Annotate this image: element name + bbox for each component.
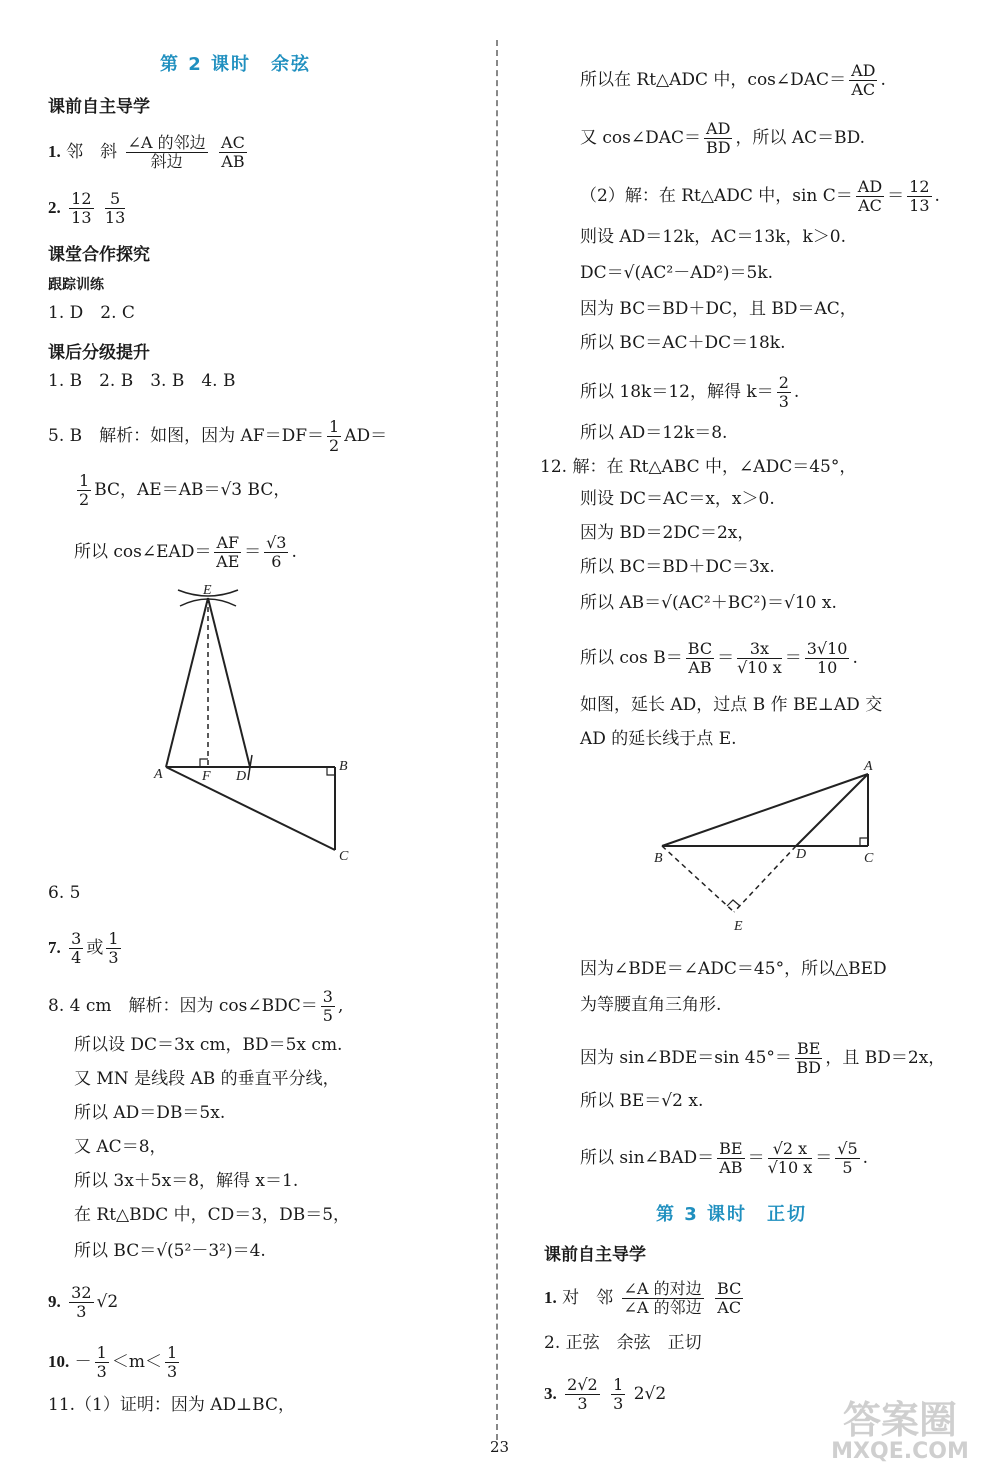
watermark-top: 答案圈 [842, 1398, 957, 1442]
figure-label-b: B [339, 759, 348, 774]
answer-line: 1. B 2. B 3. B 4. B [48, 371, 236, 391]
fraction: $\frac{1}{2}$ [79, 471, 90, 509]
fraction: $\frac{AF}{AE}$ [216, 533, 240, 571]
section-heading: 课后分级提升 [48, 343, 150, 363]
answer-line: 又 cos∠DAC＝ $\frac{AD}{BD}$ ，所以 AC＝BD. [580, 119, 866, 157]
answer-line: 所以 cos∠EAD＝ $\frac{AF}{AE}$ ＝ $\frac{√3}{6}$ . [74, 533, 297, 571]
answer-line: 11.（1）证明：因为 AD⊥BC， [48, 1395, 295, 1415]
subsection-heading: 跟踪训练 [48, 277, 104, 293]
fraction: $\frac{2}{3}$ [778, 373, 789, 411]
fraction: $\frac{\text{∠A 的邻边}}{\text{斜边}}$ [127, 133, 206, 171]
figure-label-c: C [864, 851, 874, 866]
figure-label-e: E [734, 919, 743, 934]
answer-line: 所以 cos B＝ $\frac{BC}{AB}$ ＝ $\frac{3x}{√10 x}$ ＝ $\frac{3√10}{10}$ . [580, 639, 858, 677]
fraction: $\frac{2√2}{3}$ [567, 1375, 598, 1413]
watermark-bottom: MXQE.COM [831, 1439, 969, 1464]
figure-label-b: B [654, 851, 663, 866]
answer-line: 所以设 DC＝3x cm，BD＝5x cm. [74, 1035, 343, 1055]
answer-line: 10. － $\frac{1}{3}$ ＜m＜ $\frac{1}{3}$ [48, 1343, 178, 1381]
fraction: $\frac{√3}{6}$ [266, 533, 287, 571]
answer-line: 1. 邻 斜 $\frac{\text{∠A 的邻边}}{\text{斜边}}$ $\frac{AC}{AB}$ [48, 133, 245, 171]
answer-line: 所以在 Rt△ADC 中，cos∠DAC＝ $\frac{AD}{AC}$ . [580, 61, 886, 99]
answer-line: 2. 正弦 余弦 正切 [544, 1333, 702, 1353]
answer-line: 因为 BC＝BD＋DC，且 BD＝AC， [580, 299, 857, 319]
answer-line: 为等腰直角三角形. [580, 995, 722, 1015]
answer-line: 因为 sin∠BDE＝sin 45°＝ $\frac{BE}{BD}$ ，且 BD＝2x， [580, 1039, 946, 1077]
fraction: $\frac{AD}{BD}$ [705, 119, 731, 157]
figure-label-c: C [339, 849, 349, 864]
fraction: $\frac{3√10}{10}$ [806, 639, 848, 677]
answer-line: 所以 AD＝DB＝5x. [74, 1103, 226, 1123]
fraction: $\frac{√5}{5}$ [837, 1139, 858, 1177]
fraction: $\frac{3}{5}$ [322, 987, 333, 1025]
answer-line: 所以 3x＋5x＝8，解得 x＝1. [74, 1171, 299, 1191]
answer-line: （2）解：在 Rt△ADC 中，sin C＝ $\frac{AD}{AC}$ ＝ $\frac{12}{13}$ . [580, 177, 940, 215]
fraction: $\frac{√2 x}{√10 x}$ [767, 1139, 813, 1177]
fraction: $\frac{1}{3}$ [166, 1343, 178, 1381]
answer-line: 所以 sin∠BAD＝ $\frac{BE}{AB}$ ＝ $\frac{√2 x}{√10 x}$ ＝ $\frac{√5}{5}$ . [580, 1139, 869, 1177]
answer-line: 如图，延长 AD，过点 B 作 BE⊥AD 交 [580, 695, 883, 715]
fraction: $\frac{1}{3}$ [108, 929, 119, 967]
answer-line: 2. $\frac{12}{13}$ $\frac{5}{13}$ [48, 189, 126, 227]
answer-line: 所以 BE＝√2 x. [580, 1091, 704, 1111]
fraction: $\frac{3}{4}$ [71, 929, 82, 967]
fraction: $\frac{AD}{AC}$ [851, 61, 876, 99]
answer-line: 1. 对 邻 $\frac{\text{∠A 的对边}}{\text{∠A 的邻边}}$ $\frac{BC}{AC}$ [544, 1279, 742, 1317]
answer-line: 又 MN 是线段 AB 的垂直平分线， [74, 1069, 340, 1089]
figure-label-d: D [796, 847, 807, 862]
lesson-title-3: 第 3 课时 正切 [656, 1204, 808, 1225]
fraction: $\frac{12}{13}$ [71, 189, 92, 227]
answer-line: 7. $\frac{3}{4}$ 或 $\frac{1}{3}$ [48, 929, 119, 967]
answer-line: 1. D 2. C [48, 303, 135, 323]
fraction: $\frac{3x}{√10 x}$ [737, 639, 782, 677]
answer-line: DC＝√(AC²－AD²)＝5k. [580, 263, 774, 283]
answer-line: AD 的延长线于点 E. [580, 729, 737, 749]
answer-line: 因为∠BDE＝∠ADC＝45°，所以△BED [580, 959, 887, 979]
answer-line: 所以 BC＝AC＋DC＝18k. [580, 333, 786, 353]
fraction: $\frac{BC}{AC}$ [717, 1279, 742, 1317]
answer-line: 所以 AD＝12k＝8. [580, 423, 728, 443]
fraction: $\frac{\text{∠A 的对边}}{\text{∠A 的邻边}}$ [623, 1279, 702, 1317]
page-number: 23 [490, 1438, 510, 1456]
figure-label-a: A [864, 760, 873, 774]
figure-label-d: D [236, 769, 247, 784]
watermark-logo [810, 1400, 990, 1470]
figure-label-a: A [154, 767, 163, 782]
fraction: $\frac{AC}{AB}$ [221, 133, 245, 171]
fraction: $\frac{AD}{AC}$ [857, 177, 883, 215]
fraction: $\frac{1}{3}$ [613, 1375, 624, 1413]
fraction: $\frac{32}{3}$ [71, 1283, 92, 1321]
fraction: $\frac{BE}{AB}$ [719, 1139, 743, 1177]
answer-line: 因为 BD＝2DC＝2x， [580, 523, 755, 543]
answer-line: 所以 18k＝12，解得 k＝ $\frac{2}{3}$ . [580, 373, 800, 411]
answer-line: 又 AC＝8， [74, 1137, 167, 1157]
answer-line: 12. 解：在 Rt△ABC 中，∠ADC＝45°， [540, 457, 857, 477]
fraction: $\frac{5}{13}$ [104, 189, 126, 227]
fraction: $\frac{1}{3}$ [96, 1343, 107, 1381]
answer-line: 3. $\frac{2√2}{3}$ $\frac{1}{3}$ 2√2 [544, 1375, 667, 1413]
answer-line: 所以 AB＝√(AC²＋BC²)＝√10 x. [580, 593, 837, 613]
lesson-title-2: 第 2 课时 余弦 [160, 54, 312, 75]
section-heading: 课前自主导学 [48, 97, 150, 117]
answer-line: 所以 BC＝√(5²－3²)＝4. [74, 1241, 266, 1261]
geometry-figure-2 [650, 760, 890, 940]
section-heading: 课前自主导学 [544, 1245, 646, 1265]
figure-label-f: F [202, 769, 211, 784]
answer-line: 6. 5 [48, 883, 81, 903]
fraction: $\frac{12}{13}$ [909, 177, 930, 215]
answer-line: $\frac{1}{2}$ BC，AE＝AB＝√3 BC， [79, 471, 291, 509]
geometry-figure-1 [140, 580, 370, 870]
column-divider [496, 40, 498, 1440]
answer-line: 在 Rt△BDC 中，CD＝3，DB＝5， [74, 1205, 351, 1225]
fraction: $\frac{1}{2}$ [329, 417, 340, 455]
answer-line: 8. 4 cm 解析：因为 cos∠BDC＝ $\frac{3}{5}$ , [48, 987, 344, 1025]
fraction: $\frac{BE}{BD}$ [796, 1039, 821, 1077]
answer-line: 则设 AD＝12k，AC＝13k，k＞0. [580, 227, 846, 247]
section-heading: 课堂合作探究 [48, 245, 150, 265]
fraction: $\frac{BC}{AB}$ [687, 639, 713, 677]
answer-line: 则设 DC＝AC＝x，x＞0. [580, 489, 775, 509]
answer-line: 5. B 解析：如图，因为 AF＝DF＝ $\frac{1}{2}$ AD＝ [48, 417, 388, 455]
figure-label-e: E [203, 583, 212, 598]
answer-line: 所以 BC＝BD＋DC＝3x. [580, 557, 775, 577]
answer-line: 9. $\frac{32}{3}$ √2 [48, 1283, 119, 1321]
